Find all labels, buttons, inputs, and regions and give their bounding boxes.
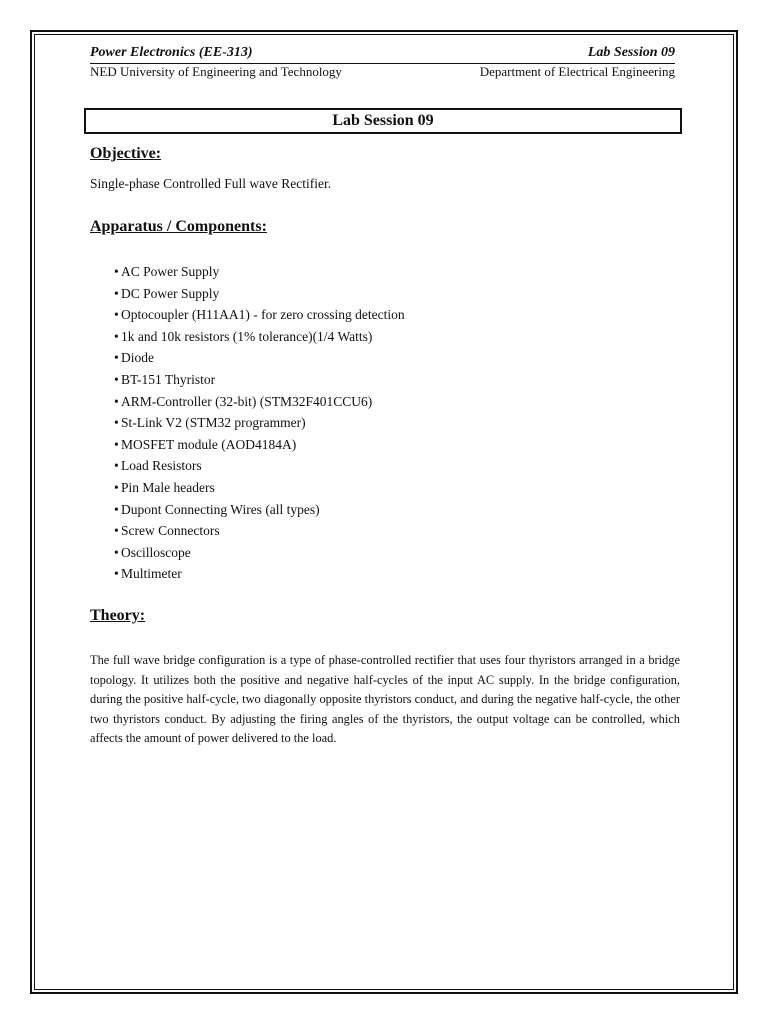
- list-item: • DC Power Supply: [94, 283, 405, 305]
- department-name: Department of Electrical Engineering: [479, 64, 675, 79]
- objective-heading: Objective:: [90, 145, 162, 162]
- university-name: NED University of Engineering and Technology: [90, 64, 342, 79]
- list-item: • Pin Male headers: [94, 477, 405, 499]
- theory-text: The full wave bridge configuration is a type of phase-controlled rectifier that uses four thyristors arranged in a bridge topology. It utilizes both the positive and negative half-cycles of the input AC supply. In the bridge configuration, during the positive half-cycle, two diagonally opposite thyristors conduct, and during the negative half-cycle, the other two thyristors conduct. By adjusting the firing angles of the thyristors, the output voltage can be controlled, which affects the amount of power delivered to the load.: [90, 653, 680, 745]
- list-item: • 1k and 10k resistors (1% tolerance)(1/4 Watts): [94, 326, 405, 348]
- list-item: • Oscilloscope: [94, 542, 405, 564]
- list-item: • MOSFET module (AOD4184A): [94, 434, 405, 456]
- list-item: • Diode: [94, 347, 405, 369]
- apparatus-list: [94, 261, 405, 585]
- list-item: • Dupont Connecting Wires (all types): [94, 499, 405, 521]
- course-name: Power Electronics (EE-313): [90, 45, 253, 60]
- list-item: • AC Power Supply: [94, 261, 405, 283]
- lab-title: Lab Session 09: [84, 108, 682, 134]
- list-item: • St-Link V2 (STM32 programmer): [94, 412, 405, 434]
- page-header: [90, 45, 675, 80]
- list-item: • Optocoupler (H11AA1) - for zero crossing detection: [94, 304, 405, 326]
- header-bottom-row: [90, 64, 675, 80]
- list-item: • BT-151 Thyristor: [94, 369, 405, 391]
- apparatus-heading: Apparatus / Components:: [90, 218, 267, 235]
- objective-text: Single-phase Controlled Full wave Rectifier.: [90, 176, 332, 191]
- header-session: Lab Session 09: [587, 45, 675, 60]
- list-item: • Multimeter: [94, 563, 405, 585]
- list-item: • ARM-Controller (32-bit) (STM32F401CCU6): [94, 391, 405, 413]
- theory-heading: Theory:: [90, 607, 146, 624]
- list-item: • Screw Connectors: [94, 520, 405, 542]
- header-top-row: [90, 45, 675, 61]
- list-item: • Load Resistors: [94, 455, 405, 477]
